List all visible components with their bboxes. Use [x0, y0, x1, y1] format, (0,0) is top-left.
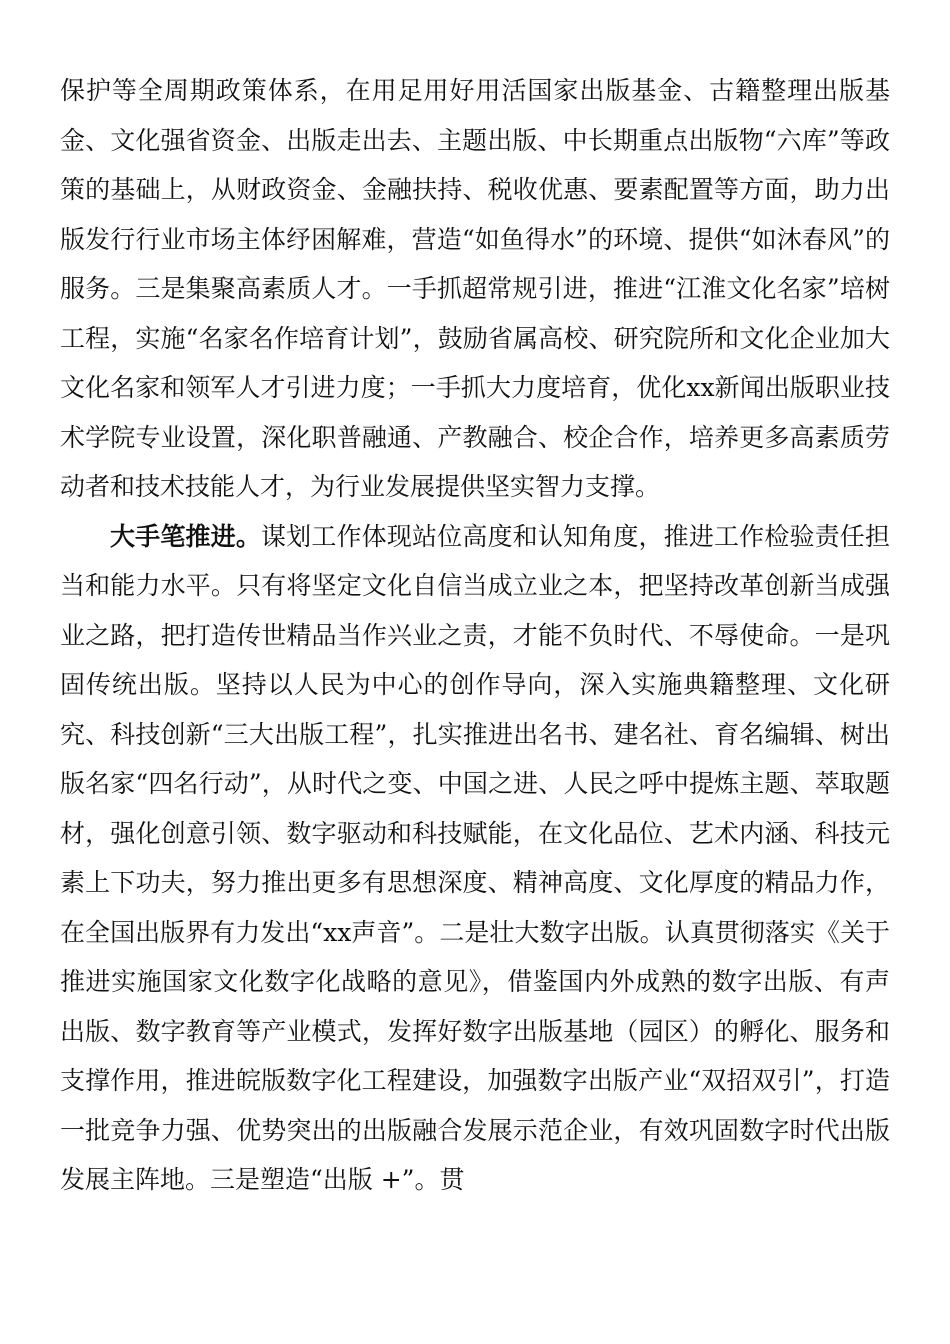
- body-paragraph-2: [60, 512, 890, 1205]
- paragraph-2-lead-heading: 大手笔推进。: [110, 521, 261, 551]
- paragraph-2-text: 谋划工作体现站位高度和认知角度，推进工作检验责任担当和能力水平。只有将坚定文化自信当成立业之本，把坚持改革创新当成强业之路，把打造传世精品当作兴业之责，才能不负时代、不辱使命。一是巩固传统出版。坚持以人民为中心的创作导向，深入实施典籍整理、文化研究、科技创新“三大出版工程”，扎实推进出名书、建名社、育名编辑、树出版名家“四名行动”，从时代之变、中国之进、人民之呼中提炼主题、萃取题材，强化创意引领、数字驱动和科技赋能，在文化品位、艺术内涵、科技元素上下功夫，努力推出更多有思想深度、精神高度、文化厚度的精品力作，在全国出版界有力发出“xx声音”。二是壮大数字出版。认真贯彻落实《关于推进实施国家文化数字化战略的意见》，借鉴国内外成熟的数字出版、有声出版、数字教育等产业模式，发挥好数字出版基地（园区）的孵化、服务和支撑作用，推进皖版数字化工程建设，加强数字出版产业“双招双引”，打造一批竞争力强、优势突出的出版融合发展示范企业，有效巩固数字时代出版发展主阵地。三是塑造“出版 +”。贯: [60, 521, 890, 1194]
- paragraph-1-text: 保护等全周期政策体系，在用足用好用活国家出版基金、古籍整理出版基金、文化强省资金、出版走出去、主题出版、中长期重点出版物“六库”等政策的基础上，从财政资金、金融扶持、税收优惠、要素配置等方面，助力出版发行行业市场主体纾困解难，营造“如鱼得水”的环境、提供“如沐春风”的服务。三是集聚高素质人才。一手抓超常规引进，推进“江淮文化名家”培树工程，实施“名家名作培育计划”，鼓励省属高校、研究院所和文化企业加大文化名家和领军人才引进力度；一手抓大力度培育，优化xx新闻出版职业技术学院专业设置，深化职普融通、产教融合、校企合作，培养更多高素质劳动者和技术技能人才，为行业发展提供坚实智力支撑。: [60, 76, 890, 501]
- body-paragraph-1: [60, 66, 890, 512]
- document-page: [60, 66, 890, 1205]
